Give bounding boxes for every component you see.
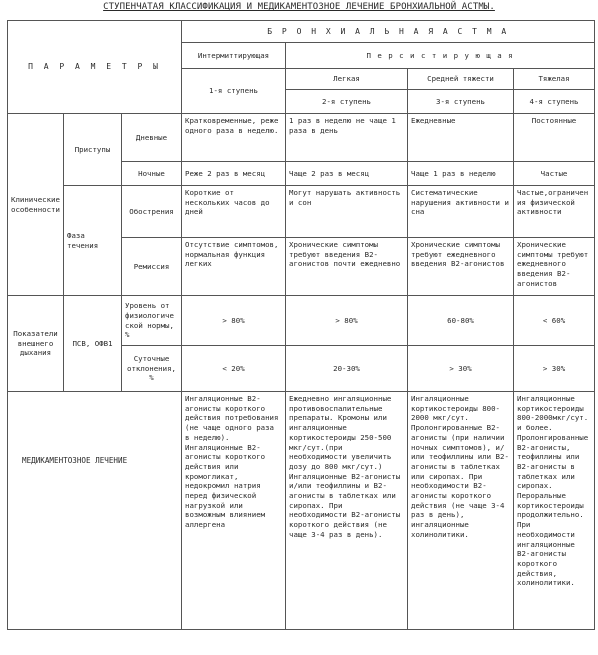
step3-header: 3-я ступень [436, 97, 485, 106]
asthma-header: Б Р О Н Х И А Л Ь Н А Я А С Т М А [182, 21, 595, 43]
level-s2: > 80% [286, 296, 408, 346]
clinical-group-label: Клинические особенности [8, 114, 64, 296]
nightly-s3: Чаще 1 раз в неделю [408, 162, 514, 186]
level-s1: > 80% [182, 296, 286, 346]
daily-s1: Кратковременные, реже одного раза в неделю. [182, 114, 286, 162]
params-header: П А Р А М Е Т Р Ы [8, 21, 182, 114]
treatment-s3: Ингаляционные кортикостероиды 800-2000 мкг/сут. Пролонгированные В2-агонисты (при наличии ночных симптомов), и/или теофиллины или В2-агонисты в таблетках или сиропах. При необходимости В2-агонисты короткого действия (не чаще 3-4 раз в день), ингаляционные холинолитики. [408, 392, 514, 630]
treatment-s1: Ингаляционные В2-агонисты короткого действия потребования (не чаще одного раза в неделю). Ингаляционные В2-агонисты короткого действия или кромогликат, недокромил натрия перед физической нагрузкой или возможным влиянием аллергена [182, 392, 286, 630]
nightly-s1: Реже 2 раз в месяц [182, 162, 286, 186]
level-s4: < 60% [514, 296, 595, 346]
respiration-metric-label: ПСВ, ОФВ1 [64, 296, 122, 392]
moderate-label: Средней тяжести [408, 69, 513, 90]
remission-s3: Хронические симптомы требуют ежедневного введения В2-агонистов [408, 238, 514, 296]
asthma-classification-table [7, 20, 595, 630]
exacerbation-s1: Короткие от нескольких часов до дней [182, 186, 286, 238]
mild-cell [286, 69, 408, 114]
step4-header: 4-я ступень [529, 97, 579, 106]
daily-var-s1: < 20% [182, 346, 286, 392]
intermittent-header: Интермиттирующая [182, 43, 286, 69]
persistent-header: П е р с и с т и р у ю щ а я [286, 43, 595, 69]
daily-var-label: Суточные отклонения, % [122, 346, 182, 392]
daily-var-s4: > 30% [514, 346, 595, 392]
level-s3: 60-80% [408, 296, 514, 346]
treatment-label: МЕДИКАМЕНТОЗНОЕ ЛЕЧЕНИЕ [8, 392, 182, 630]
remission-s4: Хронические симптомы требуют ежедневного введения В2-агонистов [514, 238, 595, 296]
nightly-s4: Частые [514, 162, 595, 186]
severe-label: Тяжелая [514, 69, 594, 90]
daily-s3: Ежедневные [408, 114, 514, 162]
treatment-s4: Ингаляционные кортикостероиды 800-2000мкг/сут. и более. Пролонгированные В2-агонисты, теофиллины или В2-агонисты в таблетках или сиропах. Пероральные кортикостероиды продолжительно. При необходимости ингаляционные В2-агонисты короткого действия, холинолитики. [514, 392, 595, 630]
phase-label: Фаза течения [64, 186, 122, 296]
daily-label: Дневные [122, 114, 182, 162]
remission-label: Ремиссия [122, 238, 182, 296]
daily-var-s3: > 30% [408, 346, 514, 392]
step1-header: 1-я ступень [182, 69, 286, 114]
page-title: СТУПЕНЧАТАЯ КЛАССИФИКАЦИЯ И МЕДИКАМЕНТОЗНОЕ ЛЕЧЕНИЕ БРОНХИАЛЬНОЙ АСТМЫ. [103, 2, 495, 12]
moderate-cell [408, 69, 514, 114]
respiration-group-label: Показатели внешнего дыхания [8, 296, 64, 392]
nightly-label: Ночные [122, 162, 182, 186]
daily-s2: 1 раз в неделю не чаще 1 раза в день [286, 114, 408, 162]
remission-s1: Отсутствие симптомов, нормальная функция легких [182, 238, 286, 296]
exacerbation-s3: Систематические нарушения активности и сна [408, 186, 514, 238]
severe-cell [514, 69, 595, 114]
remission-s2: Хронические симптомы требуют введения В2-агонистов почти ежедневно [286, 238, 408, 296]
daily-var-s2: 20-30% [286, 346, 408, 392]
attacks-label: Приступы [64, 114, 122, 186]
daily-s4: Постоянные [514, 114, 595, 162]
exacerbation-s4: Частые,ограничения физической активности [514, 186, 595, 238]
nightly-s2: Чаще 2 раз в месяц [286, 162, 408, 186]
exacerbation-label: Обострения [122, 186, 182, 238]
mild-label: Легкая [286, 69, 407, 90]
treatment-s2: Ежедневно ингаляционные противовоспалительные препараты. Кромоны или ингаляционные кортикостероиды 250-500 мкг/сут.(при необходимости увеличить дозу до 800 мкг/сут.) Ингаляционные В2-агонисты и/или теофиллины и В2-агонисты в таблетках или сиропах. При необходимости В2-агонисты короткого действия (не чаще 3-4 раз в день). [286, 392, 408, 630]
exacerbation-s2: Могут нарушать активность и сон [286, 186, 408, 238]
step2-header: 2-я ступень [322, 97, 371, 106]
level-label: Уровень от физиологической нормы, % [122, 296, 182, 346]
